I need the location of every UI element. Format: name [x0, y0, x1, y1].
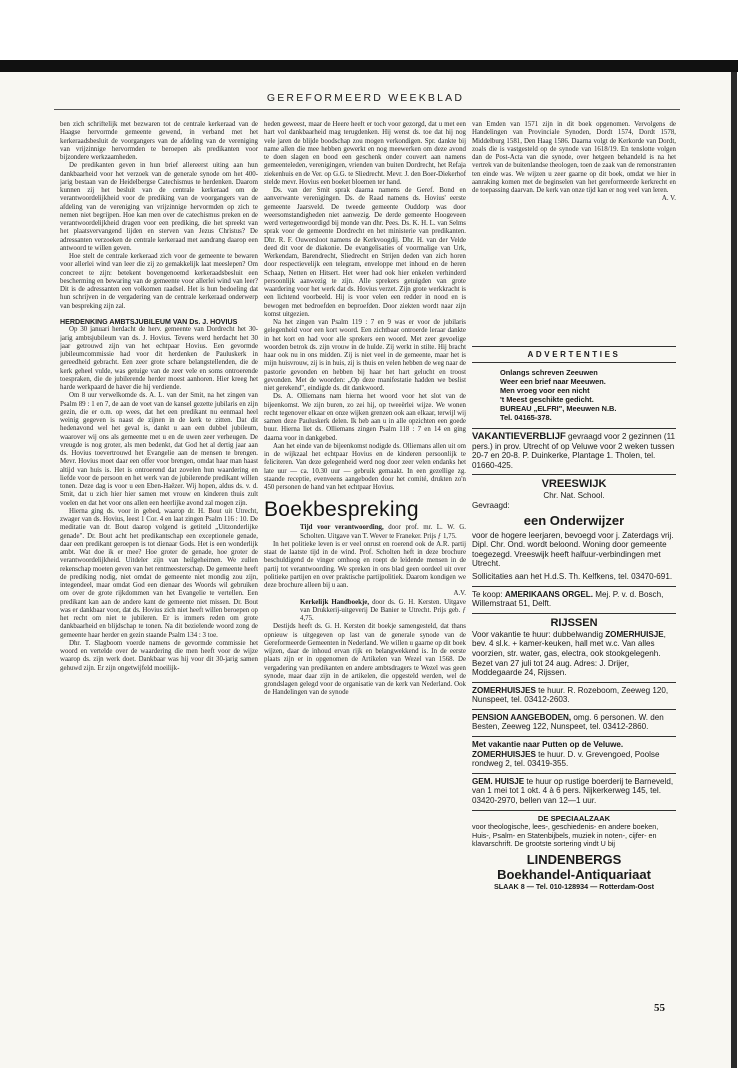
ad-gem-huisje [472, 774, 676, 810]
paragraph: Ds. A. Olliemans nam hierna het woord voor het slot van de bijeenkomst. We zijn buren, zo zei hij, op tweeërlei wijze. We wonen recht tegenover elkaar en onze wijken grenzen ook aan elkaar, terwijl wij samen deze Pauluskerk delen. Ik heb aan u in alle opzichten een goede buur. Hierna liet ds. Olliemans zingen Psalm 118 : 7 en 14 en ging daarna voor in dankgebed. [264, 393, 466, 442]
ad-text: voor theologische, lees-, geschiedenis- en andere boeken, Huis-, Psalm- en Statenbijbels, muziek in noten-, cijfer- en klavarschrift. De grootste sortering vindt U bij [472, 822, 659, 849]
ad-text: Voor vakantie te huur: dubbelwandig [472, 629, 606, 639]
column-2 [264, 121, 466, 1011]
ad-text: te huur op rustige boerderij te Barneveld, van 1 mei tot 1 okt. 4 à 6 pers. Nijkerkerweg 145, tel. 03420-2970, bellen van 12—1 uur. [472, 776, 674, 806]
ad-title: AMERIKAANS ORGEL. [504, 589, 593, 599]
paragraph: Destijds heeft ds. G. H. Kersten dit boekje samengesteld, dat thans opnieuw is uitgegeven op last van de generale synode van de Gereformeerde Gemeenten in Nederland. We willen u gaarne op dit boek wijzen, daar de inhoud ervan rijk en belangwekkend is. In de eerste plaats zijn er in opgenomen de Artikelen van Wezel van 1568. De vergadering van predikanten en andere ambtsdragers te Wezel was geen synode, maar daar zijn in de artikelen, die opgesteld werden, wel de grondslagen gelegd voor de organisatie van de kerk van Nederland. Ook de Handelingen van de synode [264, 623, 466, 697]
column-1 [60, 121, 258, 1011]
paragraph: Ds. van der Smit sprak daarna namens de Geref. Bond en aanverwante verenigingen. Ds. de Raad namens ds. Hovius' eerste gemeente Jaarsveld. De tweede gemeente Ouddorp was door weersomstandigheden niet aanwezig. De derde gemeente Hoogeveen werd vertegenwoordigd bij monde van dhr. Pees. Ds. K. H. L. van Selms sprak voor de gemeente Dordrecht en het ministerie van predikanten. Dhr. R. F. Ouwersloot namens de Kerkvoogdij. Dhr. H. van der Velde deed dit voor de diakonie. De evangelisaties of voormalige van Urk, Werkendam, Barendrecht, Sliedrecht en Strijen deden van zich horen door respectievelijk een telegram, enveloppe met inhoud en de heren Schaap, Netten en Hitsert. Het weer had ook hier enkelen verhinderd persoonlijk aanwezig te zijn. Alle sprekers getuigden van grote waardering voor het werk dat ds. Hovius verzet. Zijn grote werkkracht is een lichtend voorbeeld. Hij is voor velen een redder in nood en is bewogen met bedroefden en beproefden. Door ziekten wordt naar zijn komst uitgezien. [264, 187, 466, 318]
ad-orgel [472, 587, 676, 613]
column-3 [472, 121, 676, 341]
paragraph: Na het zingen van Psalm 119 : 7 en 9 was er voor de jubilaris gelegenheid voor een kort woord. Een zichtbaar ontroerde leraar dankte in het kort en had voor alle sprekers een woord. Met zeer gevoelige woorden betrok ds. zijn vrouw in de hulde. Zij werkt in stilte. Hij bracht haar ook nu in ons midden. Zij is niet veel in de gemeente, maar het is mijn huisvrouw, zij is in huis, zij is thuis en velen hebben de weg naar de pastorie gevonden en hebben bij haar het hart gelucht en troost gevonden. Met de woorden: „Op deze manifestatie hadden we beslist niet gerekend", eindigde ds. dit dankwoord. [264, 319, 466, 392]
ad-elfri [472, 363, 676, 428]
ad-text: Te koop: [472, 589, 505, 599]
paragraph: Aan het einde van de bijeenkomst nodigde ds. Olliemans allen uit om in de wijkzaal het echtpaar Hovius en de kinderen persoonlijk te feliciteren. Van deze gelegenheid werd nog door zeer velen endanks het late uur — ca. 10.30 uur — gebruik gemaakt. In een gezellige zg. staande receptie, evenveens aangeboden door het comité, drukten zo'n 450 personen de hand van het echtpaar Hovius. [264, 442, 466, 491]
ad-headline: een Onderwijzer [523, 512, 625, 528]
advertisements-header: ADVERTENTIES [472, 346, 676, 363]
ad-text: Sollicitaties aan het H.d.S. Th. Kelfkens, tel. 03470-691. [472, 571, 673, 581]
ad-rijssen [472, 614, 676, 682]
ad-subtitle: Chr. Nat. School. [543, 491, 605, 501]
ad-line: Onlangs schreven Zeeuwen [500, 368, 598, 377]
ad-lindenbergs [472, 811, 676, 896]
ad-text: voor de hogere leerjaren, bevoegd voor j. Zaterdags vrij. Dipl. Chr. Ond. wordt beloond. Woning door gemeente toegezegd. Vreeswijk heeft halfuur-verbindingen met Utrecht. [472, 530, 674, 569]
review-book-title: Tijd voor verantwoording, [300, 524, 384, 532]
ad-text: te huur. R. Rozeboom, Zeeweg 120, Nunspeet, tel. 03412-2603. [472, 685, 669, 705]
section-title: Boekbespreking [264, 498, 419, 522]
ad-zomerhuisjes [472, 683, 676, 709]
ad-text: , bev. 4 sl.k. + kamer-keuken, hall met w.c. Van alles voorzien, str. water, gas, electra, ook stookgelegenh. Bezet van 27 juli tot 24 aug. Adres: J. Drijer, Moddegaarde 24, Rijssen. [472, 629, 666, 678]
masthead-rule [54, 109, 680, 110]
masthead: GEREFORMEERD WEEKBLAD [266, 92, 465, 104]
paragraph: In het politieke leven is er veel onrust en roerend ook de A.R. partij staat de laatste tijd in de wind. Prof. Scholten heft in deze brochure beschuldigend de vinger omhoog en roept de leidende mensen in de partij tot verantwoording. We spreken in ons blad geen oordeel uit over politieke partijen en over praktische partijpolitiek. Daarom kondigen we deze brochure alleen bij u aan. [264, 540, 466, 589]
page-number: 55 [654, 1002, 665, 1014]
review-title [264, 599, 466, 624]
ad-title: VREESWIJK [541, 478, 607, 491]
signature: A.V. [453, 590, 466, 598]
article-heading: HERDENKING AMBTSJUBILEUM VAN Ds. J. HOVIUS [60, 317, 238, 326]
ad-pension [472, 710, 676, 736]
paragraph: heden geweest, maar de Heere heeft er toch voor gezorgd, dat u met een hart vol dankbaarheid mag terugdenken. Hij wenst ds. toe dat hij nog vele jaren de blijde boodschap zou mogen verkondigen. Spr. dankte bij name allen die mee hebben gewerkt en nog meewerken om deze avond te doen slagen en bood een geschenk onder couvert aan namens gemeenteleden, verenigingen, vrienden van buiten Dordrecht, het Refaja ziekenhuis en de Ver. op G.G. te Sliedrecht. Mevr. J. den Boer-Diekerhof stelde mevr. Hovius een boeket bloemen ter hand. [264, 121, 466, 186]
ad-title: Met vakantie naar Putten op de Veluwe. ZOMERHUISJES [472, 740, 624, 759]
ad-title: VAKANTIEVERBLIJF [472, 431, 566, 442]
paragraph: ben zich schriftelijk met bezwaren tot de centrale kerkeraad van de Haagse hervormde gemeente gewend, in verband met het kerkeraadsbesluit de voorgangers van de afdeling van de vereniging van vrijzinnige hervormden te beroepen als predikanten voor bijzondere werkzaamheden. [60, 121, 258, 161]
ad-headline: LINDENBERGS [526, 852, 622, 867]
paragraph: De predikanten geven in hun brief allereerst uiting aan hun dankbaarheid voor het verzoek van de generale synode om het 400-jarig bestaan van de Heidelbergse Catechismus te herdenken. Daarom kunnen zij het besluit van de centrale kerkeraad om de verantwoordelijkheid voor de prediking van de voorgangers van de afdeling van de vereniging van vrijzinnige hervormden op zich te nemen niet begrijpen. Hoe kan men over de catechismus preken en de verantwoordelijkheid dragen voor een prediking, die het spreekt van het plaatsvervangend lijden en sterven van Jezus Christus? De adressanten verzoeken de centrale kerkeraad met aandrang daarop een antwoord te willen geven. [60, 162, 258, 252]
paragraph: Om 8 uur verwelkomde ds. A. L. van der Smit, na het zingen van Psalm 89 : 1 en 7, de aan de voet van de kansel gezette jubilaris en zijn gezin, die er o.m. op wees, dat het een predikant nu eenmaal heel weinig gegeven is naast de zijnen in de kerk te zitten. Dat dit hedenavond wel het geval is, dankt u aan een dubbel jubileum, waarover wij ons als gemeente met u en de uwen zeer verheugen. De vreugde is nog groter, als men bedenkt, dat God het al dertig jaar aan ds. Hovius toevertrouwd het Evangelie aan de mensen te brengen. Mevr. Hovius moet daar een offer voor brengen, omdat haar man haast altijd van huis is. Het is ontroerend dat zovelen hun waardering en liefde voor de persoon en het werk van de jubilerende predikant willen tonen. Deze dag is voor u een Eben-Haëzer. Wij hopen, aldus ds. v. d. Smit, dat u zich hier hier samen met vrouw en kinderen thuis zult voelen en dat het voor ons allen een heerlijke avond zal mogen zijn. [60, 392, 258, 507]
advertisements [472, 346, 676, 896]
paragraph: Hierna ging ds. voor in gebed, waarop dr. H. Bout uit Utrecht, zwager van ds. Hovius, leest 1 Cor. 4 en laat zingen Psalm 116 : 10. De meditatie van dr. Bout daarop volgend is getiteld „Uitzonderlijke genade". Dr. Bout acht het predikantschap een exceptionele genade, daar een predikant geroepen is tot dienaar Gods. Het is een wonderlijk ambt. Wat doe ik er mee? Hoe groter de genade, hoe groter de verantwoordelijkheid. Uitdeler zijn van heilgeheimen. We zullen rekenschap moeten geven van het rentmeesterschap. De gemeente heeft de prediking nodig, niet omdat de gemeente niet mondig zou zijn, integendeel, maar omdat God een dienaar des Woords wil gebruiken om over de grote rijkdommen van het Evangelie te vertellen. Een predikant kan aan de andere kant de gemeente niet missen. Dr. Bout was er dankbaar voor, dat ds. Hovius zich niet heeft willen beroepen op het recht om niet te jubileren. Er is immers reden om grote dankbaarheid en blijdschap te tonen. Na dit bezielende woord zong de gemeente haar herder en gezin staande Psalm 134 : 3 toe. [60, 507, 258, 639]
paragraph: Hoe stelt de centrale kerkeraad zich voor de gemeente te bewaren voor allerlei wind van leer die zij zo gemakkelijk laat meeslepen? Om concreet te zijn: betekent bovengenoemd kerkeraadsbesluit een bescherming en bewaring van de gemeente voor allerlei wind van leer? Dit is de adressanten een volkomen raadsel. Het is hun bedoeling dat hun schrijven in de vergadering van de centrale kerkeraad onderwerp van bespreking zijn zal. [60, 253, 258, 310]
ad-line: Weer een brief naar Meeuwen. [500, 377, 606, 386]
ad-putten [472, 737, 676, 773]
ad-vreeswijk [472, 475, 676, 585]
ad-title: GEM. HUISJE [472, 776, 525, 786]
scan-border-band [0, 60, 738, 72]
ad-vakantieverblijf [472, 429, 676, 474]
ad-title: ZOMERHUISJES [472, 685, 536, 695]
ad-line: 't Meest geschikte gedicht. [500, 395, 594, 404]
ad-text: omg. 6 personen. W. den Besten, Zeeweg 122, Nunspeet, tel. 03412-2860. [472, 712, 664, 732]
paragraph: Op 30 januari herdacht de herv. gemeente van Dordrecht het 30-jarig ambtsjubileum van ds. J. Hovius. Tevens werd herdacht het 30 jaar getrouwd zijn van het echtpaar Hovius. Een gevormde jubileumcommissie had voor dit herdenken de Pauluskerk in gereedheid gebracht. Een zeer grote schare belangstellenden, die de kerk geheel vulde, was getuige van de zeer vele en soms ontroerende toespraken, die de jubilerende herder moest aanhoren. Hier kreeg het harde werkpaard de haver die hij verdiende. [60, 326, 258, 391]
signature: A. V. [661, 195, 676, 203]
ad-title: RIJSSEN [550, 616, 598, 629]
ad-text: Mej. P. v. d. Bosch, Willemstraat 51, Delft. [472, 589, 664, 609]
review-title [264, 524, 466, 541]
ad-title: ZOMERHUISJE [605, 629, 664, 639]
review-book-details: door ds. G. H. Kersten. Uitgave van Drukkerij-uitgeverij De Banier te Utrecht. Prijs geb. ƒ 4,75. [300, 598, 466, 622]
ad-line: Men vroeg voor een nicht [500, 386, 590, 395]
ad-line: BUREAU „ELFRI", Meeuwen N.B. [500, 404, 617, 413]
ad-text: Gevraagd: [472, 500, 510, 510]
ad-text: te huur. D. v. Grevengoed, Poolse rondweg 2, tel. 03419-355. [472, 749, 660, 769]
ad-title: PENSION AANGEBODEN, [472, 712, 572, 722]
paragraph: van Emden van 1571 zijn in dit boek opgenomen. Vervolgens de Handelingen van Provinciale Synoden, Dordt 1574, Dordt 1578, Middelburg 1581, Den Haag 1586. Daarna volgt de Kerkorde van Dordt, zoals die is vastgesteld op de synode van 1618/19. En tenslotte volgen dan de Post-Acta van die synode, over hetgeen behandeld is na het vertrek van de buitenlandse theologen, toen de zaak van de remonstranten ten einde was. We wijzen u zeer gaarne op dit boek, omdat we hier in aanraking komen met de beginselen van het gereformeerde kerkrecht en de toepassing daarvan. De kerk van onze tijd kan er nog veel van leren. [472, 121, 676, 194]
ad-line: Tel. 04165-378. [500, 413, 552, 422]
ad-title: DE SPECIAALZAAK [537, 813, 611, 823]
ad-address: SLAAK 8 — Tel. 010-128934 — Rotterdam-Oost [493, 882, 655, 891]
ad-text: gevraagd voor 2 gezinnen (11 pers.) in prov. Utrecht of op Veluwe voor 2 weken tussen 20-7 en 20-8. P. Duinkerke, Plantage 1. Tholen, tel. 01660-425. [472, 432, 675, 470]
page-top-margin [0, 0, 738, 68]
paragraph: Dhr. T. Slagboom voerde namens de gevormde commissie het woord en vertelde over de waardering die men heeft voor de wijze waarop ds. zijn werk doet. Dankbaar was hij voor dit 30-jarig samen gehuwd zijn. Er zijn ongetwijfeld moeilijk- [60, 639, 258, 672]
ad-headline: Boekhandel-Antiquariaat [497, 867, 651, 882]
review-book-title: Kerkelijk Handboekje, [300, 598, 370, 606]
review-book-details: door prof. mr. L. W. G. Scholten. Uitgave van T. Wever te Franeker. Prijs ƒ 1,75. [300, 524, 466, 540]
